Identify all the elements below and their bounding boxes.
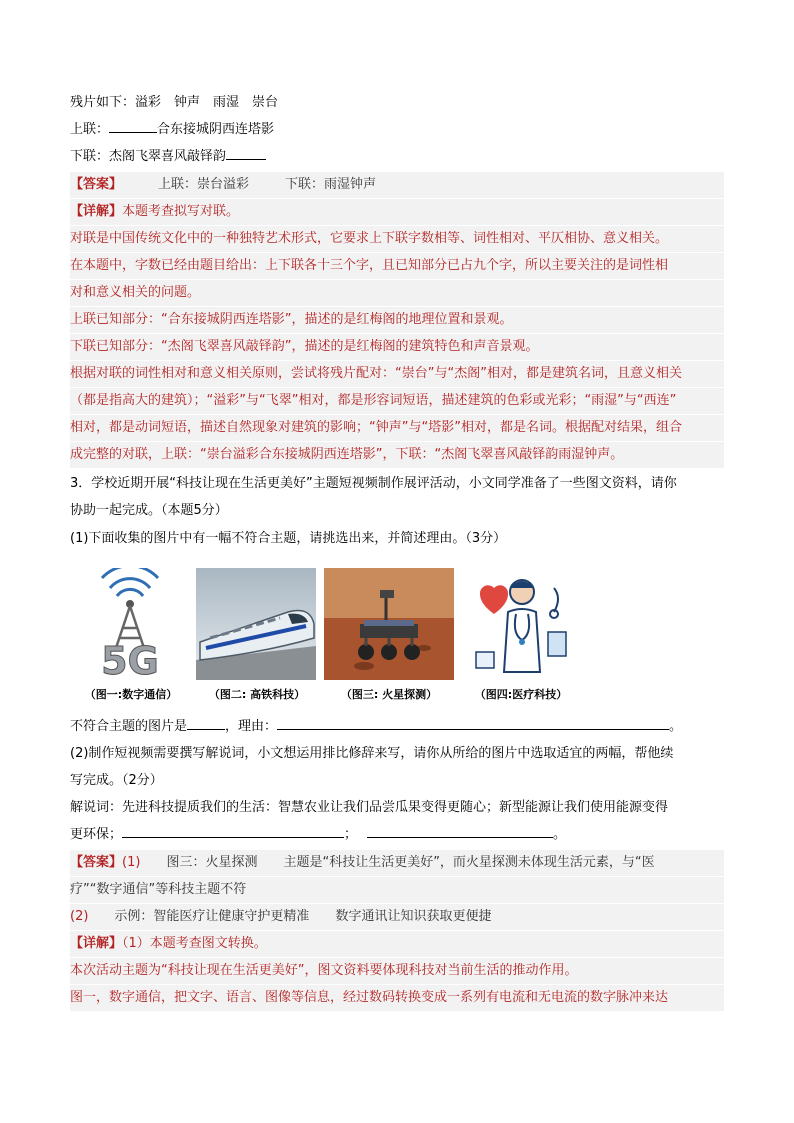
detail-1-line: 对和意义相关的问题。: [70, 280, 724, 306]
image-caption: （图四:医疗科技）: [474, 688, 568, 701]
sub2-line: (2)制作短视频需要撰写解说词，小文想运用排比修辞来写，请你从所给的图片中选取适宜的两幅，帮他续: [70, 746, 674, 761]
reason-blank[interactable]: [277, 715, 669, 730]
detail-1-line: 根据对联的词性相对和意义相关原则，尝试将残片配对：“崇台”与“杰阁”相对，都是建筑名词，且意义相关: [70, 361, 724, 387]
answer-1: 【答案】 上联：崇台溢彩 下联：雨湿钟声: [70, 172, 724, 198]
detail-1-line: 相对，都是动词短语，描述自然现象对建筑的影响；“钟声”与“塔影”相对，都是名词。根据配对结果，组合: [70, 415, 724, 441]
detail-1-head: 【详解】本题考查拟写对联。: [70, 199, 724, 225]
detail-2-head: 【详解】（1）本题考查图文转换。: [70, 931, 724, 957]
answer-2-line3: (2) 示例：智能医疗让健康守护更精准 数字通讯让知识获取更便捷: [70, 904, 724, 930]
mars-rover-icon: [324, 568, 454, 680]
answer-2-line1: 【答案】(1) 图三：火星探测 主题是“科技让生活更美好”，而火星探测未体现生活元素，与“医: [70, 850, 724, 876]
blank-line-answer: 不符合主题的图片是 ，理由： 。: [70, 714, 724, 740]
medical-doctor-icon: [466, 568, 576, 680]
answer-label: 【答案】: [70, 177, 123, 192]
detail-1-line: 上联已知部分：“合东接城阴西连塔影”，描述的是红梅阁的地理位置和景观。: [70, 307, 724, 333]
5g-label: 5G: [101, 639, 159, 680]
detail-1-line: （都是指高大的建筑）；“溢彩”与“飞翠”相对，都是形容词短语，描述建筑的色彩或光彩；“雨湿”与“西连”: [70, 388, 724, 414]
detail-1-line: 下联已知部分：“杰阁飞翠喜风敲铎韵”，描述的是红梅阁的建筑特色和声音景观。: [70, 334, 724, 360]
detail-2-line: 本次活动主题为“科技让现在生活更美好”，图文资料要体现科技对当前生活的推动作用。: [70, 958, 724, 984]
detail-1-line: 在本题中，字数已经由题目给出：上下联各十三个字，且已知部分已占九个字，所以主要关注的是词性相: [70, 253, 724, 279]
lower-couplet-prompt: 下联：杰阁飞翠喜风敲铎韵: [70, 144, 724, 170]
sub2-line: 写完成。（2分）: [70, 773, 163, 788]
5g-tower-icon: [80, 568, 180, 680]
detail-1-line: 成完整的对联，上联：“崇台溢彩合东接城阴西连塔影”，下联：“杰阁飞翠喜风敲铎韵雨湿钟声。: [70, 442, 724, 468]
detail-1-line: 对联是中国传统文化中的一种独特艺术形式，它要求上下联字数相等、词性相对、平仄相协、意义相关。: [70, 226, 724, 252]
high-speed-train-icon: [196, 568, 316, 680]
sub2-blank-line: 更环保； ； 。: [70, 822, 724, 848]
detail-2-line: 图一，数字通信，把文字、语言、图像等信息，经过数码转换变成一系列有电流和无电流的数字脉冲来达: [70, 985, 724, 1011]
commentary-blank-1[interactable]: [122, 823, 344, 838]
intro-pieces: 残片如下：溢彩 钟声 雨湿 崇台: [70, 95, 279, 110]
commentary-blank-2[interactable]: [367, 823, 553, 838]
lower-blank[interactable]: [226, 145, 266, 160]
sub2-line: 解说词：先进科技提质我们的生活：智慧农业让我们品尝瓜果变得更随心；新型能源让我们使用能源变得: [70, 800, 669, 815]
image-caption: （图一:数字通信）: [84, 688, 178, 701]
question-3-line: 协助一起完成。（本题5分）: [70, 503, 228, 518]
detail-label: 【详解】: [70, 204, 123, 219]
question-3-sub1: (1)下面收集的图片中有一幅不符合主题，请挑选出来，并简述理由。（3分）: [70, 531, 507, 546]
picture-blank[interactable]: [187, 715, 225, 730]
image-caption: （图三: 火星探测）: [340, 688, 438, 701]
answer-2-line2: 疗”“数字通信”等科技主题不符: [70, 877, 724, 903]
upper-couplet-prompt: 上联： 合东接城阴西连塔影: [70, 117, 724, 143]
image-caption: （图二: 高铁科技）: [208, 688, 306, 701]
upper-blank[interactable]: [109, 118, 157, 133]
question-3-line: 3．学校近期开展“科技让现在生活更美好”主题短视频制作展评活动，小文同学准备了一些图文资料，请你: [70, 476, 677, 491]
